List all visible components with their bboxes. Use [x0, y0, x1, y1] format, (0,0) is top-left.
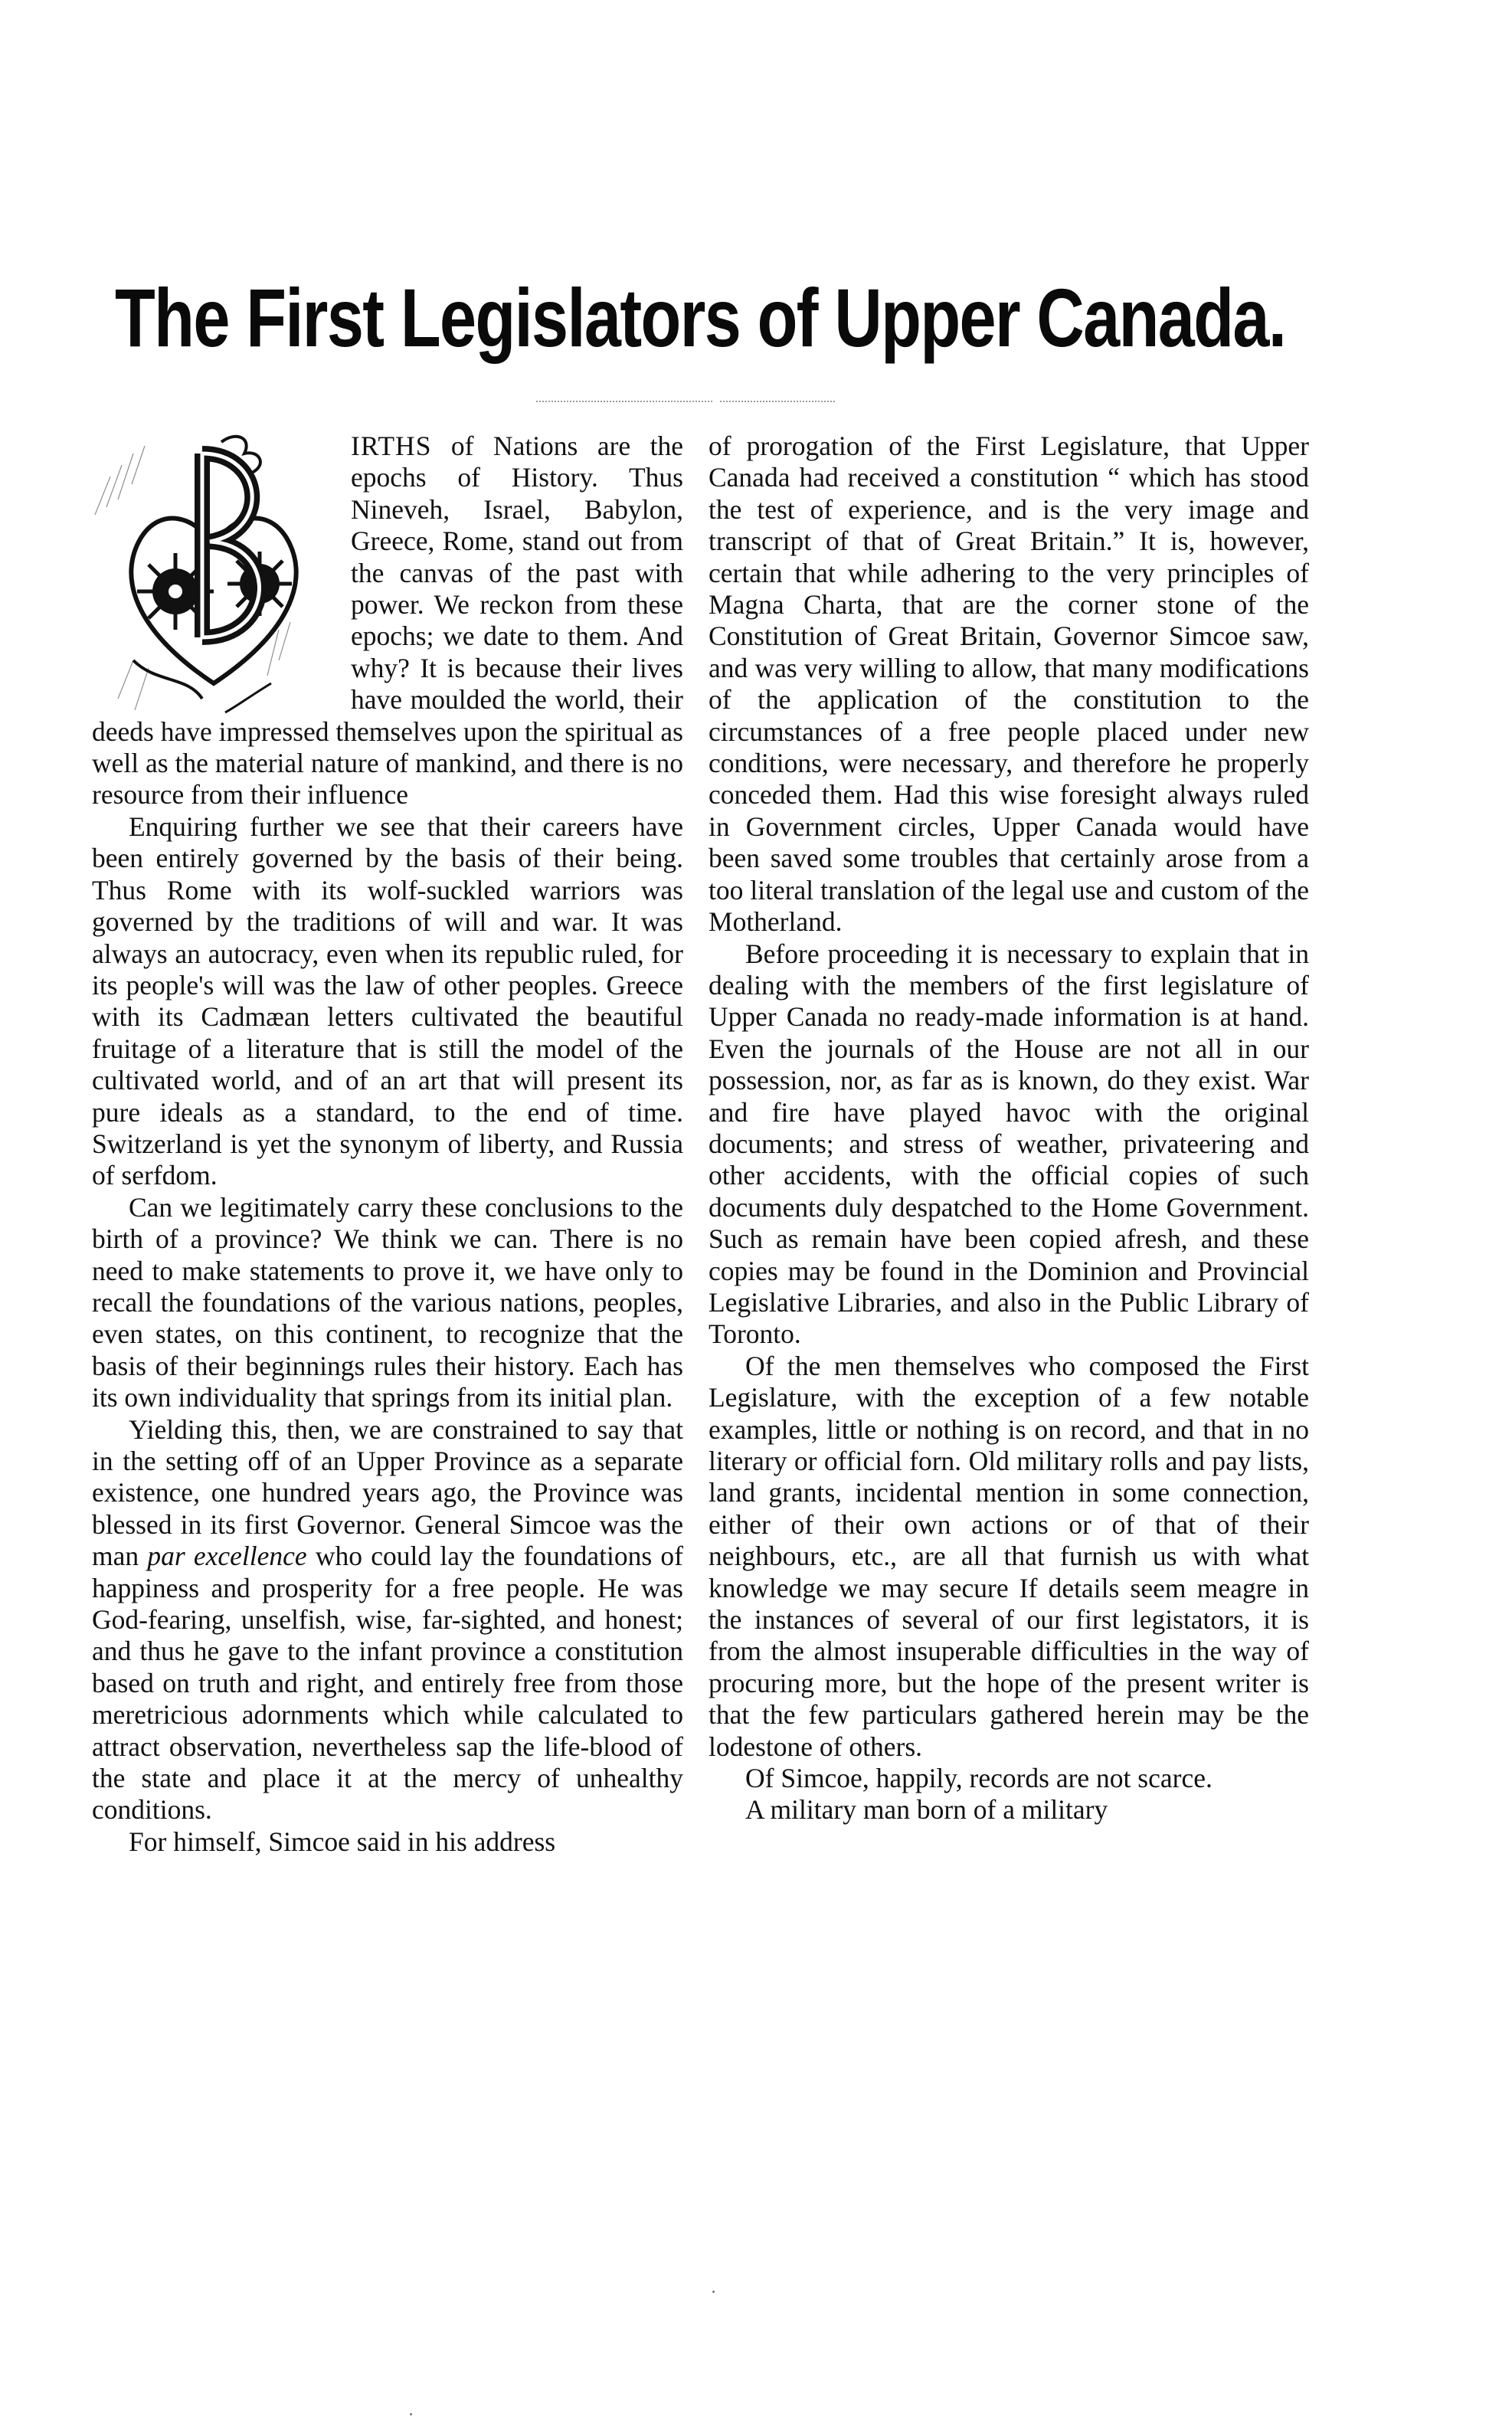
paragraph-8: Of the men themselves who composed the First Legislature, with the exception of a few notable examples, little or nothing is on record, and that in no literary or official forn. Old military rolls and pay lists, land grants, incidental mention in some connection, either of their own actions or of that of their neighbours, etc., are all that furnish us with what knowledge we may secure If details seem meagre in the instances of several of our first legistators, it is from the almost insuperable difficulties in the way of procuring more, but the hope of the present writer is that the few particulars gathered herein may be the lodestone of others. — [709, 1350, 1309, 1762]
page-speck — [410, 2413, 412, 2415]
title-rule-right — [720, 401, 835, 402]
ornamental-b-icon — [87, 431, 340, 714]
article-title: The First Legislators of Upper Canada. — [115, 271, 1286, 364]
paragraph-7: Before proceeding it is necessary to explain that in dealing with the members of the first legislature of Upper Canada no ready-made information is at hand. Even the journals of the House are not all in our possession, nor, as far as is known, do they exist. War and fire have played havoc with the original documents; and stress of weather, privateering and other accidents, with the official copies of such documents duly despatched to the Home Government. Such as remain have been copied afresh, and these copies may be found in the Dominion and Provincial Legislative Libraries, and also in the Public Library of Toronto. — [709, 938, 1309, 1350]
paragraph-5: For himself, Simcoe said in his address — [129, 1826, 556, 1857]
right-column — [709, 431, 1309, 1826]
ornamental-initial — [87, 431, 340, 714]
italic-phrase: par excellence — [147, 1541, 307, 1572]
paragraph-4-text-a: Yielding this, then, we are constrained to say that in the setting off of an Upper Province as a separate existence, one hundred years ago, the Province was blessed in its first Governor. General Simcoe was the man — [92, 1413, 683, 1572]
left-column — [92, 431, 683, 1858]
dropcap-rest: IRTHS — [351, 431, 432, 461]
paragraph-3: Can we legitimately carry these conclusions to the birth of a province? We think we can. There is no need to make statements to prove it, we have only to recall the foundations of the various nations, peoples, even states, on this continent, to recognize that the basis of their beginnings rules their history. Each has its own individuality that springs from its initial plan. — [92, 1191, 683, 1413]
paragraph-9: Of Simcoe, happily, records are not scarce. — [745, 1763, 1213, 1794]
title-rule-left — [536, 401, 712, 402]
paragraph-4 — [92, 1414, 683, 1826]
paragraph-6: of prorogation of the First Legislature, that Upper Canada had received a constitution “ which has stood the test of experience, and is the very image and transcript of that of Great Britain.” It is, however, certain that while adhering to the very principles of Magna Charta, that are the corner stone of the Constitution of Great Britain, Governor Simcoe saw, and was very willing to allow, that many modifications of the application of the constitution to the circumstances of a free people placed under new conditions, were necessary, and therefore he properly conceded them. Had this wise foresight always ruled in Government circles, Upper Canada would have been saved some troubles that certainly arose from a too literal translation of the legal use and custom of the Motherland. — [709, 431, 1309, 938]
paragraph-4-text-b: who could lay the foundations of happiness and prosperity for a free people. He was God-fearing, unselfish, wise, far-sighted, and honest; and thus he gave to the infant province a constitution based on truth and right, and entirely free from those meretricious adornments which while calculated to attract observation, nevertheless sap the life-blood of the state and place it at the mercy of unhealthy conditions. — [92, 1541, 684, 1826]
paragraph-1-text: of Nations are the epochs of History. Thus Nineveh, Israel, Babylon, Greece, Rome, stand out from the canvas of the past with power. We reckon from these epochs; we date to them. And why? It is because their lives have moulded the world, their deeds have impressed themselves upon the spiritual as well as the material nature of mankind, and there is no resource from their influence — [92, 431, 683, 811]
paragraph-10: A military man born of a military — [745, 1794, 1108, 1826]
page-speck — [712, 2291, 715, 2293]
paragraph-2: Enquiring further we see that their careers have been entirely governed by the basis of their being. Thus Rome with its wolf-suckled warriors was governed by the traditions of will and war. It was always an autocracy, even when its republic ruled, for its people's will was the law of other peoples. Greece with its Cadmæan letters cultivated the beautiful fruitage of a literature that is still the model of the cultivated world, and of an art that will present its pure ideals as a standard, to the end of time. Switzerland is yet the synonym of liberty, and Russia of serfdom. — [92, 811, 683, 1191]
